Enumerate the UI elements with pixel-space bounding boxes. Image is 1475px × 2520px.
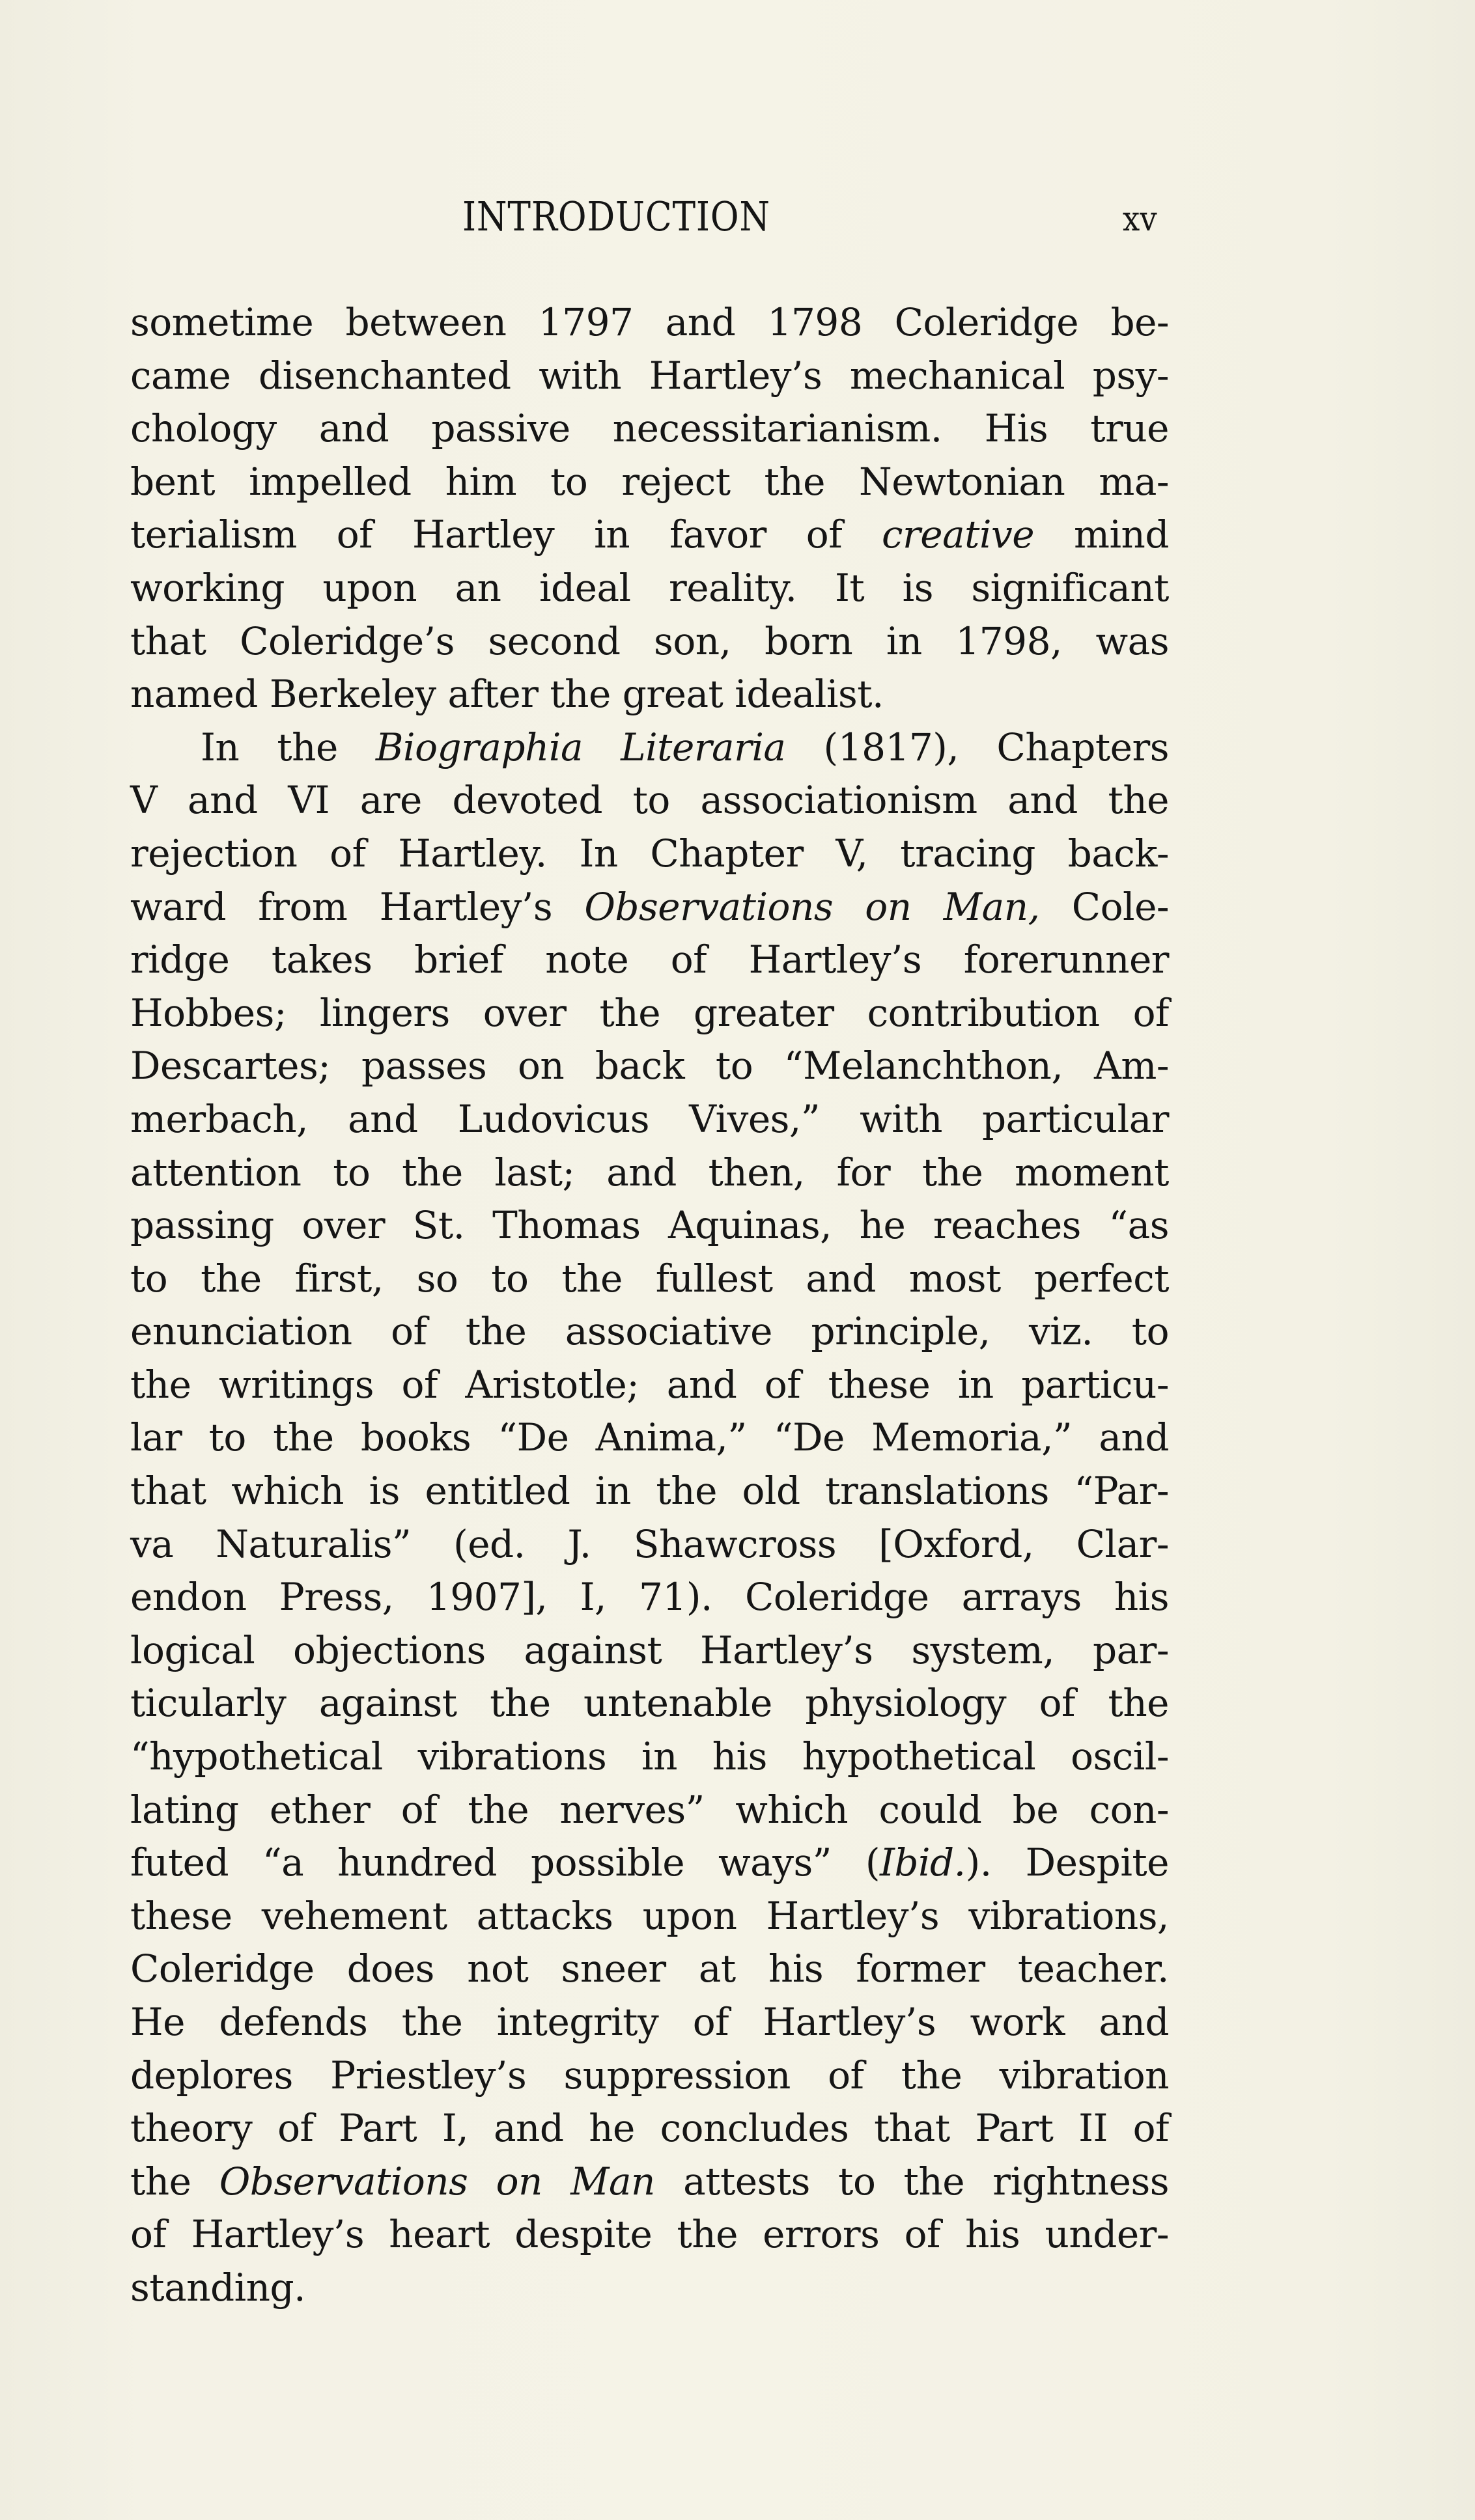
running-head xyxy=(130,187,1169,246)
text-line xyxy=(130,1305,1169,1359)
text-line xyxy=(130,987,1169,1040)
text-line xyxy=(130,508,1169,562)
page-number: xv xyxy=(1123,200,1157,239)
text-segment: In the xyxy=(201,725,376,769)
text-segment: Coleridge does not sneer at his former teacher. xyxy=(130,1946,1169,1991)
text-segment: (1817), Chapters xyxy=(785,725,1169,769)
text-line xyxy=(130,774,1169,827)
text-segment: Descartes; passes on back to “Melanchthon, Am- xyxy=(130,1044,1169,1088)
running-title: INTRODUCTION xyxy=(462,193,770,240)
text-segment: came disenchanted with Hartley’s mechanical psy- xyxy=(130,353,1169,398)
text-segment: bent impelled him to reject the Newtonian ma- xyxy=(130,459,1169,504)
text-line xyxy=(130,1677,1169,1730)
text-line xyxy=(130,1040,1169,1093)
italic-text: Observations on Man, xyxy=(584,884,1040,929)
text-segment: He defends the integrity of Hartley’s work and xyxy=(130,2000,1169,2044)
text-line xyxy=(130,2262,1169,2315)
italic-text: Ibid. xyxy=(879,1840,966,1885)
text-line xyxy=(130,1730,1169,1784)
text-line xyxy=(130,615,1169,669)
text-segment: attests to the rightness xyxy=(654,2159,1170,2204)
text-segment: Cole- xyxy=(1039,884,1170,929)
text-segment: “hypothetical vibrations in his hypothetical oscil- xyxy=(130,1734,1169,1779)
text-line xyxy=(130,1411,1169,1465)
text-line xyxy=(130,2102,1169,2155)
text-line xyxy=(130,1518,1169,1572)
text-segment: the xyxy=(130,2159,219,2204)
text-line xyxy=(130,402,1169,456)
text-segment: mind xyxy=(1034,512,1170,557)
text-segment: passing over St. Thomas Aquinas, he reaches “as xyxy=(130,1203,1169,1248)
text-line xyxy=(130,1571,1169,1624)
text-segment: enunciation of the associative principle, viz. to xyxy=(130,1309,1169,1354)
text-line xyxy=(130,1890,1169,1943)
text-line xyxy=(130,1359,1169,1412)
text-line xyxy=(130,350,1169,403)
text-line xyxy=(130,296,1169,350)
text-segment: logical objections against Hartley’s system, par- xyxy=(130,1627,1169,1672)
text-line xyxy=(130,827,1169,881)
text-segment: Hobbes; lingers over the greater contribution of xyxy=(130,990,1169,1035)
text-segment: lating ether of the nerves” which could be con- xyxy=(130,1787,1169,1832)
italic-text: creative xyxy=(882,512,1035,557)
text-line xyxy=(130,1199,1169,1253)
text-line xyxy=(130,1465,1169,1518)
text-line xyxy=(130,1996,1169,2049)
text-line xyxy=(130,1253,1169,1306)
text-line xyxy=(130,881,1169,934)
text-line xyxy=(130,562,1169,615)
text-segment: sometime between 1797 and 1798 Coleridge be- xyxy=(130,300,1169,344)
text-segment: ). Despite xyxy=(965,1840,1169,1885)
text-segment: that Coleridge’s second son, born in 1798, was xyxy=(130,618,1169,663)
text-line xyxy=(130,2155,1169,2209)
text-segment: lar to the books “De Anima,” “De Memoria,” and xyxy=(130,1415,1169,1460)
text-line xyxy=(130,721,1169,775)
text-line xyxy=(130,2049,1169,2103)
text-line xyxy=(130,668,1169,721)
text-line xyxy=(130,1093,1169,1146)
text-segment: named Berkeley after the great idealist. xyxy=(130,672,884,717)
body-text xyxy=(130,296,1169,2315)
text-segment: standing. xyxy=(130,2265,306,2310)
text-line xyxy=(130,1836,1169,1890)
text-line xyxy=(130,1146,1169,1200)
italic-text: Biographia Literaria xyxy=(375,725,786,769)
text-segment: ridge takes brief note of Hartley’s forerunner xyxy=(130,937,1169,982)
text-segment: chology and passive necessitarianism. His true xyxy=(130,406,1169,451)
text-segment: deplores Priestley’s suppression of the vibration xyxy=(130,2053,1169,2098)
text-segment: merbach, and Ludovicus Vives,” with particular xyxy=(130,1096,1169,1141)
text-segment: rejection of Hartley. In Chapter V, tracing back- xyxy=(130,831,1169,876)
text-segment: of Hartley’s heart despite the errors of his under- xyxy=(130,2212,1169,2257)
text-segment: ticularly against the untenable physiology of the xyxy=(130,1681,1169,1726)
text-segment: va Naturalis” (ed. J. Shawcross [Oxford, Clar- xyxy=(130,1521,1169,1566)
text-segment: V and VI are devoted to associationism and the xyxy=(130,778,1169,823)
text-segment: these vehement attacks upon Hartley’s vibrations, xyxy=(130,1893,1169,1938)
text-segment: endon Press, 1907], I, 71). Coleridge arrays his xyxy=(130,1575,1169,1620)
italic-text: Observations on Man xyxy=(219,2159,655,2204)
text-segment: attention to the last; and then, for the moment xyxy=(130,1150,1169,1195)
text-segment: that which is entitled in the old translations “Par- xyxy=(130,1469,1169,1514)
text-segment: to the first, so to the fullest and most perfect xyxy=(130,1256,1169,1301)
text-line xyxy=(130,2208,1169,2262)
text-line xyxy=(130,456,1169,509)
text-segment: working upon an ideal reality. It is significant xyxy=(130,565,1169,610)
text-segment: futed “a hundred possible ways” ( xyxy=(130,1840,880,1885)
text-line xyxy=(130,1784,1169,1837)
text-segment: terialism of Hartley in favor of xyxy=(130,512,882,557)
text-segment: ward from Hartley’s xyxy=(130,884,585,929)
text-line xyxy=(130,1943,1169,1996)
text-line xyxy=(130,934,1169,987)
text-segment: theory of Part I, and he concludes that Part II of xyxy=(130,2106,1169,2151)
text-segment: the writings of Aristotle; and of these in particu- xyxy=(130,1362,1169,1407)
text-line xyxy=(130,1624,1169,1678)
